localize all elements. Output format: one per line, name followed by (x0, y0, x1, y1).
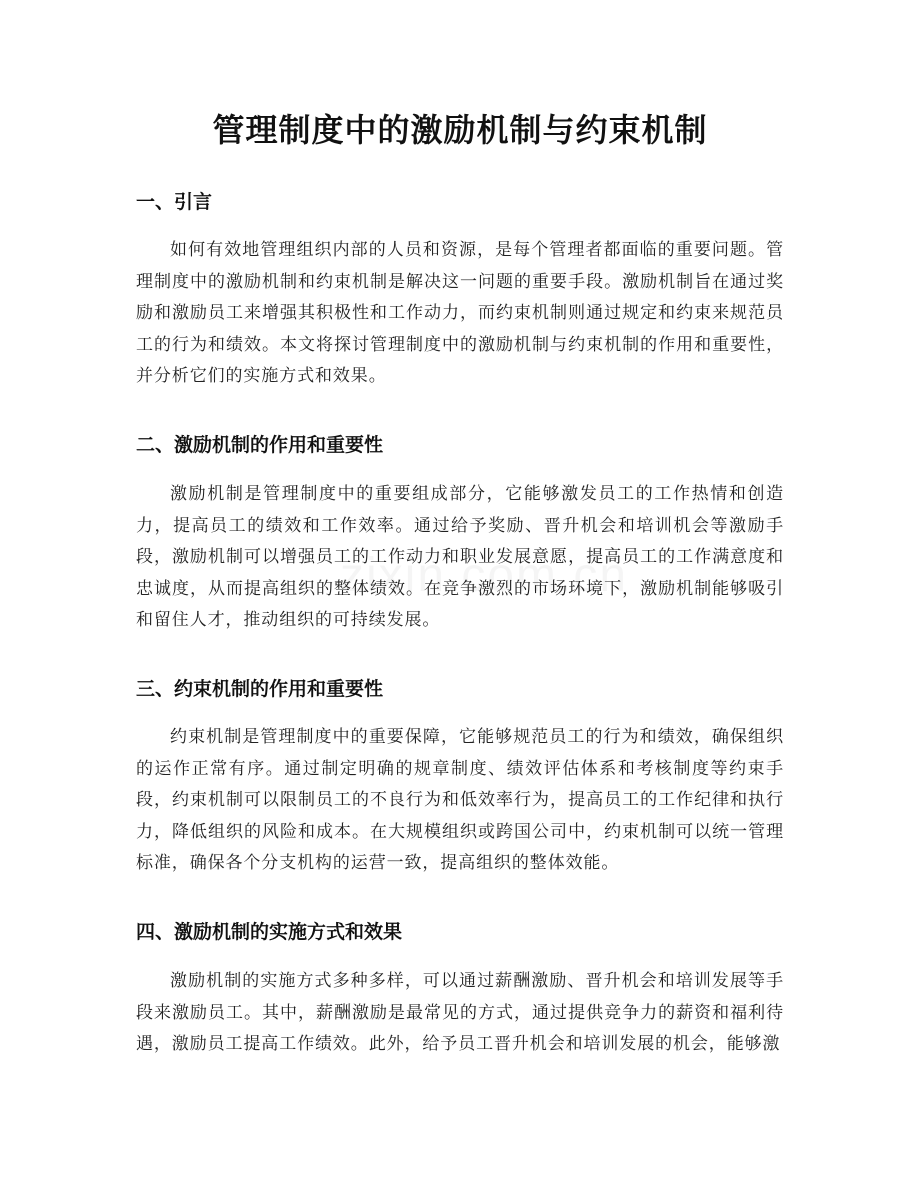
page-title: 管理制度中的激励机制与约束机制 (212, 111, 708, 149)
section-heading-introduction: 一、引言 (136, 191, 213, 213)
section-paragraph-incentive-role: 激励机制是管理制度中的重要组成部分，它能够激发员工的工作热情和创造力，提高员工的绩效和工作效率。通过给予奖励、晋升机会和培训机会等激励手段，激励机制可以增强员工的工作动力和职业发展意愿，提高员工的工作满意度和忠诚度，从而提高组织的整体绩效。在竞争激烈的市场环境下，激励机制能够吸引和留住人才，推动组织的可持续发展。 (136, 484, 784, 630)
section-heading-incentive-role: 二、激励机制的作用和重要性 (136, 434, 384, 456)
section-paragraph-introduction: 如何有效地管理组织内部的人员和资源，是每个管理者都面临的重要问题。管理制度中的激励机制和约束机制是解决这一问题的重要手段。激励机制旨在通过奖励和激励员工来增强其积极性和工作动力，而约束机制则通过规定和约束来规范员工的行为和绩效。本文将探讨管理制度中的激励机制与约束机制的作用和重要性，并分析它们的实施方式和效果。 (136, 240, 784, 386)
section-heading-constraint-role: 三、约束机制的作用和重要性 (136, 678, 384, 700)
section-paragraph-incentive-implementation: 激励机制的实施方式多种多样，可以通过薪酬激励、晋升机会和培训发展等手段来激励员工。其中，薪酬激励是最常见的方式，通过提供竞争力的薪资和福利待遇，激励员工提高工作绩效。此外，给予员工晋升机会和培训发展的机会，能够激 (136, 971, 784, 1054)
section-paragraph-constraint-role: 约束机制是管理制度中的重要保障，它能够规范员工的行为和绩效，确保组织的运作正常有序。通过制定明确的规章制度、绩效评估体系和考核制度等约束手段，约束机制可以限制员工的不良行为和低效率行为，提高员工的工作纪律和执行力，降低组织的风险和成本。在大规模组织或跨国公司中，约束机制可以统一管理标准，确保各个分支机构的运营一致，提高组织的整体效能。 (136, 727, 784, 873)
section-heading-incentive-implementation: 四、激励机制的实施方式和效果 (136, 921, 403, 943)
